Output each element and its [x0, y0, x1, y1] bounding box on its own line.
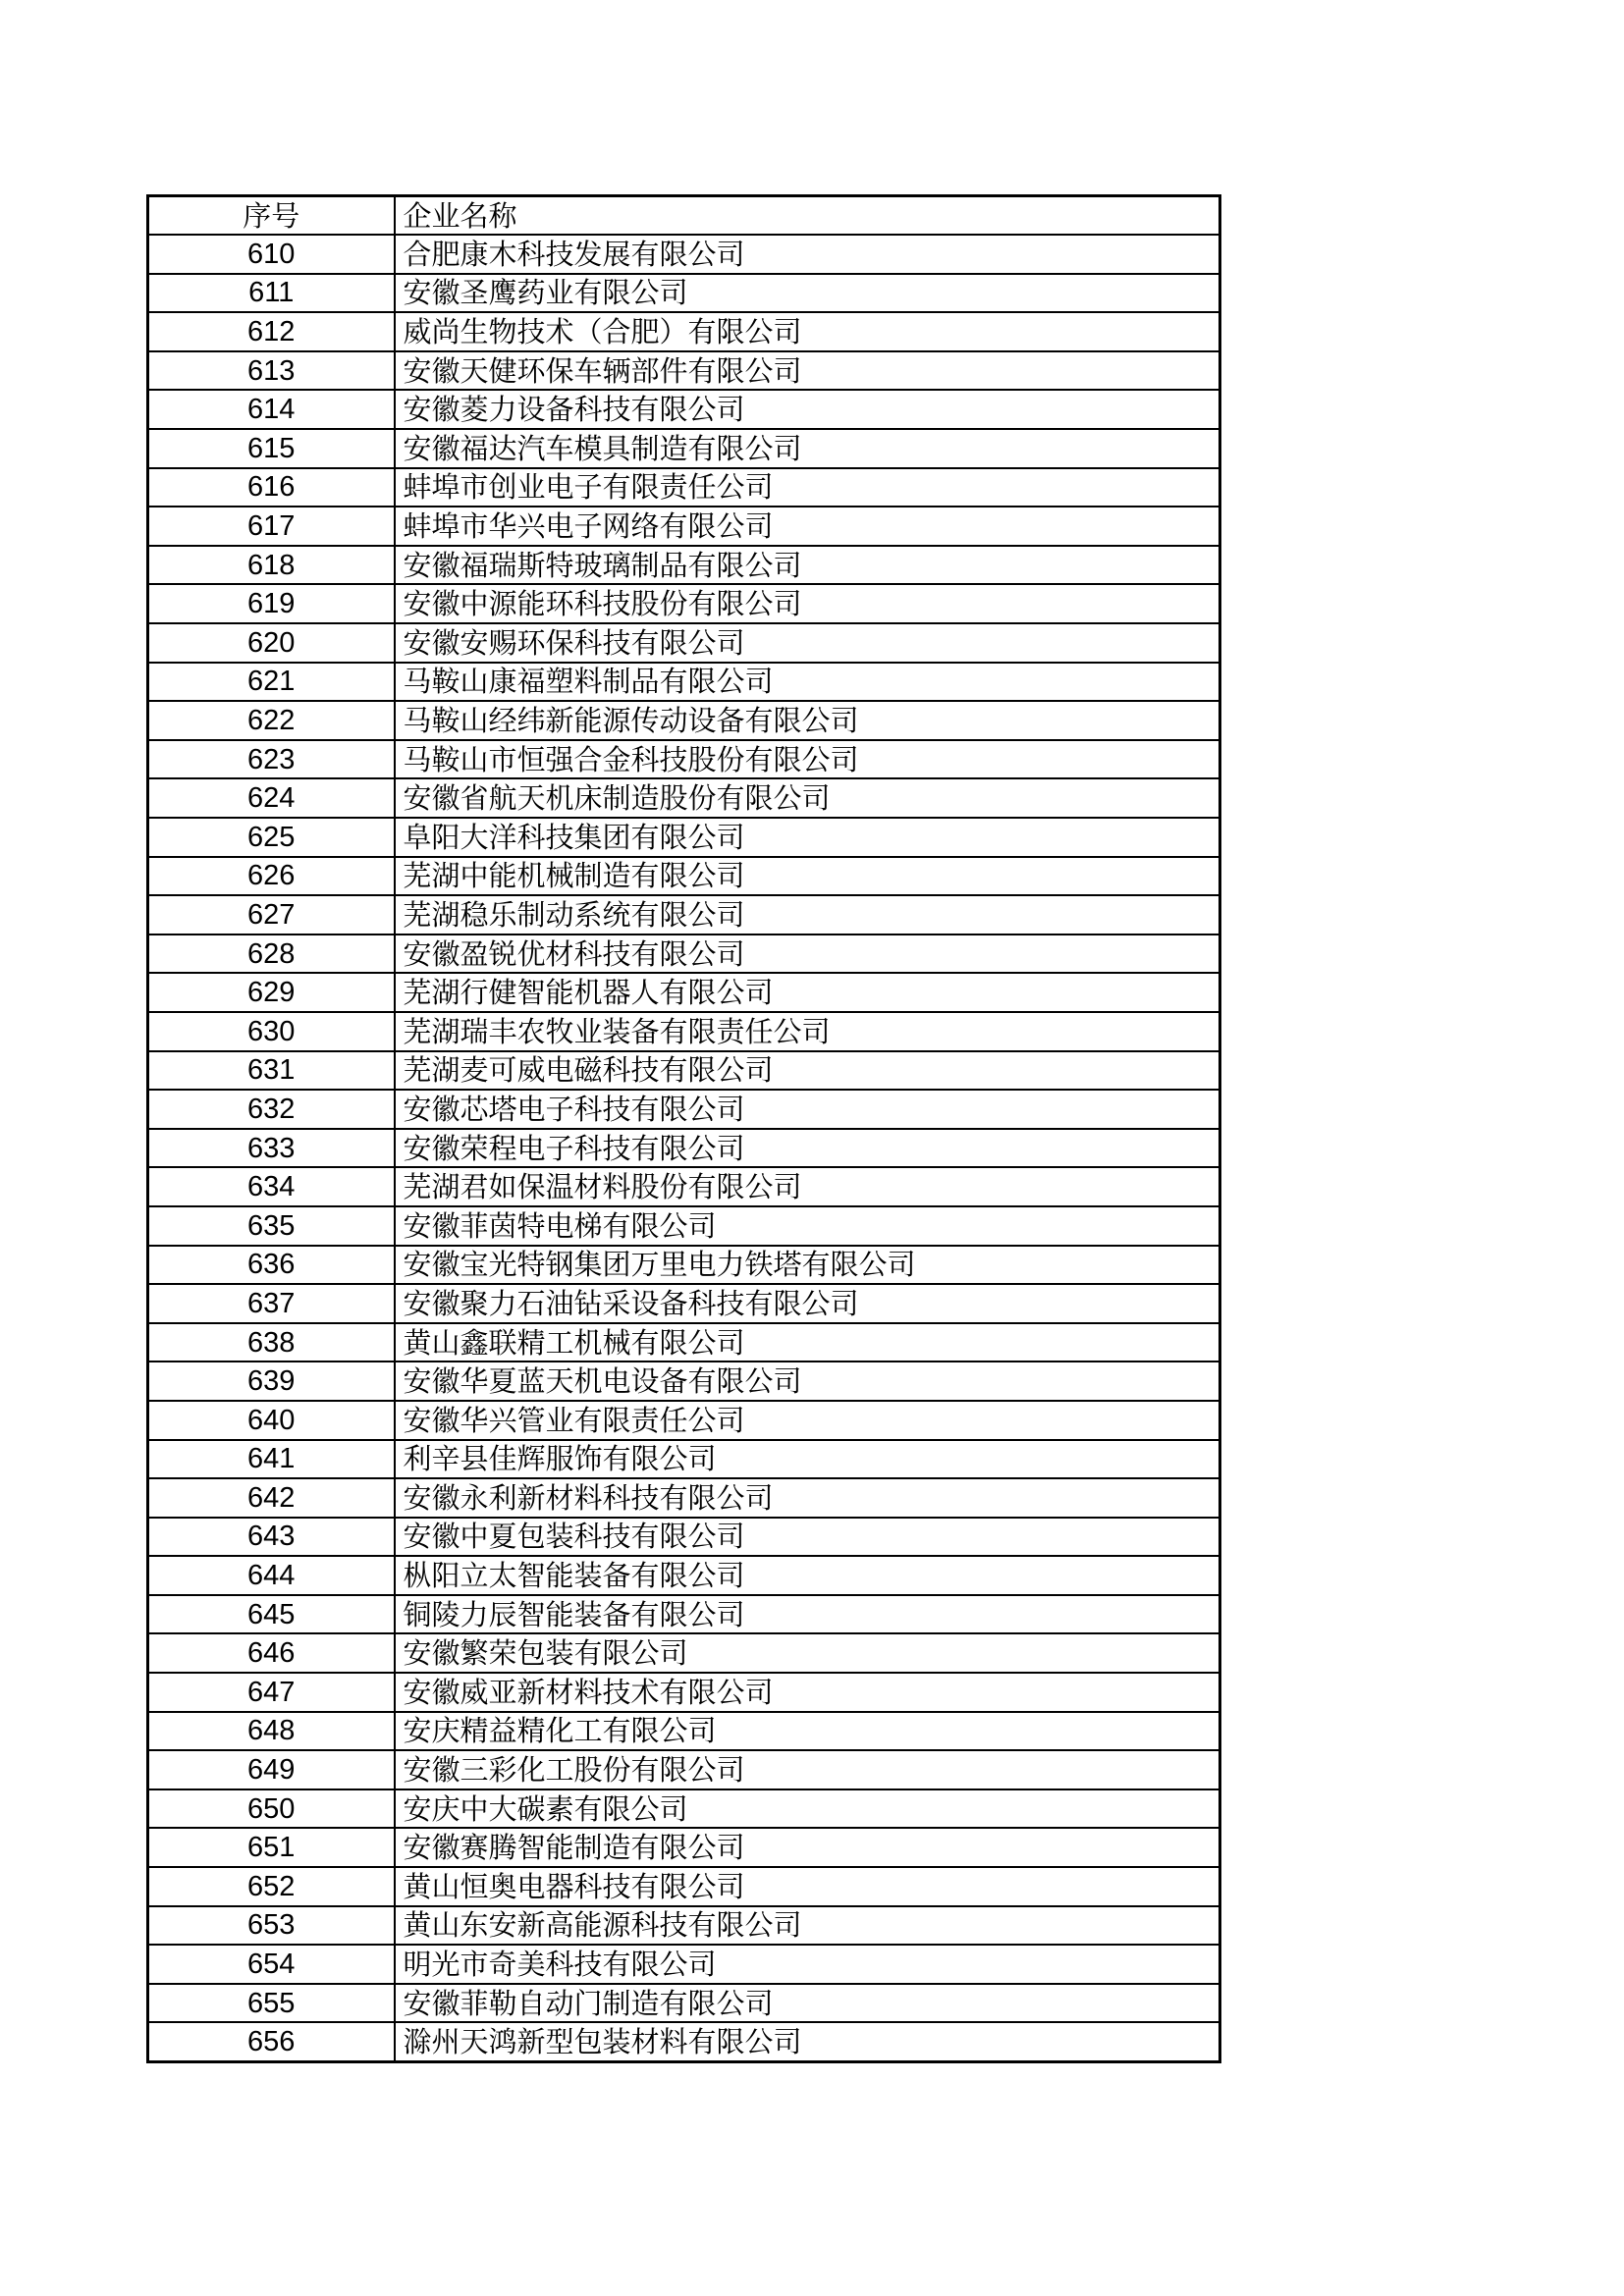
serial-number-cell: 619	[148, 584, 395, 623]
table-row	[148, 818, 1220, 857]
company-name-cell: 马鞍山康福塑料制品有限公司	[395, 663, 1220, 702]
company-name-cell: 枞阳立太智能装备有限公司	[395, 1556, 1220, 1595]
company-name-cell: 安徽省航天机床制造股份有限公司	[395, 778, 1220, 818]
company-name-cell: 安徽芯塔电子科技有限公司	[395, 1090, 1220, 1129]
serial-number-cell: 641	[148, 1440, 395, 1479]
serial-number-cell: 610	[148, 235, 395, 274]
serial-number-cell: 655	[148, 1984, 395, 2023]
company-name-cell: 安徽华兴管业有限责任公司	[395, 1401, 1220, 1440]
serial-number-cell: 623	[148, 740, 395, 779]
company-name-cell: 蚌埠市创业电子有限责任公司	[395, 468, 1220, 507]
company-name-cell: 安徽菲茵特电梯有限公司	[395, 1206, 1220, 1246]
table-row	[148, 1323, 1220, 1362]
company-name-cell: 安徽菲勒自动门制造有限公司	[395, 1984, 1220, 2023]
company-name-cell: 安徽聚力石油钻采设备科技有限公司	[395, 1284, 1220, 1323]
table-row	[148, 1246, 1220, 1285]
table-row	[148, 1673, 1220, 1712]
serial-number-cell: 629	[148, 973, 395, 1012]
serial-number-cell: 652	[148, 1867, 395, 1906]
company-name-cell: 安徽赛腾智能制造有限公司	[395, 1828, 1220, 1867]
table-row	[148, 778, 1220, 818]
table-row	[148, 1401, 1220, 1440]
company-name-cell: 黄山东安新高能源科技有限公司	[395, 1906, 1220, 1946]
company-name-cell: 蚌埠市华兴电子网络有限公司	[395, 507, 1220, 546]
table-row	[148, 1167, 1220, 1206]
serial-number-cell: 648	[148, 1712, 395, 1751]
table-row	[148, 1362, 1220, 1401]
table-row	[148, 1867, 1220, 1906]
serial-number-cell: 656	[148, 2022, 395, 2061]
serial-number-cell: 620	[148, 623, 395, 663]
company-name-cell: 合肥康木科技发展有限公司	[395, 235, 1220, 274]
serial-number-cell: 628	[148, 934, 395, 974]
table-row	[148, 663, 1220, 702]
table-row	[148, 1945, 1220, 1984]
serial-number-cell: 615	[148, 429, 395, 468]
table-row	[148, 507, 1220, 546]
serial-number-cell: 647	[148, 1673, 395, 1712]
table-body	[148, 235, 1220, 2061]
company-name-cell: 安庆精益精化工有限公司	[395, 1712, 1220, 1751]
serial-number-cell: 631	[148, 1051, 395, 1091]
table-row	[148, 584, 1220, 623]
serial-number-cell: 613	[148, 351, 395, 391]
company-name-cell: 利辛县佳辉服饰有限公司	[395, 1440, 1220, 1479]
company-name-cell: 安庆中大碳素有限公司	[395, 1789, 1220, 1829]
table-row	[148, 623, 1220, 663]
table-row	[148, 1906, 1220, 1946]
table-row	[148, 1051, 1220, 1091]
header-serial-number: 序号	[148, 196, 395, 236]
table-row	[148, 429, 1220, 468]
serial-number-cell: 651	[148, 1828, 395, 1867]
company-name-cell: 安徽盈锐优材科技有限公司	[395, 934, 1220, 974]
serial-number-cell: 634	[148, 1167, 395, 1206]
table-row	[148, 1595, 1220, 1634]
company-name-cell: 阜阳大洋科技集团有限公司	[395, 818, 1220, 857]
company-name-cell: 安徽永利新材料科技有限公司	[395, 1478, 1220, 1518]
company-name-cell: 安徽中源能环科技股份有限公司	[395, 584, 1220, 623]
table-row	[148, 468, 1220, 507]
table-row	[148, 1206, 1220, 1246]
table-row	[148, 1090, 1220, 1129]
serial-number-cell: 626	[148, 857, 395, 896]
company-name-cell: 安徽中夏包装科技有限公司	[395, 1518, 1220, 1557]
company-name-cell: 明光市奇美科技有限公司	[395, 1945, 1220, 1984]
company-name-cell: 安徽福达汽车模具制造有限公司	[395, 429, 1220, 468]
company-name-cell: 安徽威亚新材料技术有限公司	[395, 1673, 1220, 1712]
company-name-cell: 安徽圣鹰药业有限公司	[395, 274, 1220, 313]
company-name-cell: 黄山恒奥电器科技有限公司	[395, 1867, 1220, 1906]
header-company-name: 企业名称	[395, 196, 1220, 236]
enterprise-table	[146, 194, 1221, 2063]
company-name-cell: 威尚生物技术（合肥）有限公司	[395, 312, 1220, 351]
serial-number-cell: 644	[148, 1556, 395, 1595]
company-name-cell: 安徽安赐环保科技有限公司	[395, 623, 1220, 663]
serial-number-cell: 614	[148, 390, 395, 429]
table-row	[148, 1478, 1220, 1518]
company-name-cell: 安徽菱力设备科技有限公司	[395, 390, 1220, 429]
serial-number-cell: 636	[148, 1246, 395, 1285]
serial-number-cell: 638	[148, 1323, 395, 1362]
table-row	[148, 934, 1220, 974]
table-row	[148, 351, 1220, 391]
table-row	[148, 1828, 1220, 1867]
company-name-cell: 马鞍山经纬新能源传动设备有限公司	[395, 701, 1220, 740]
serial-number-cell: 639	[148, 1362, 395, 1401]
company-name-cell: 安徽荣程电子科技有限公司	[395, 1129, 1220, 1168]
company-name-cell: 安徽三彩化工股份有限公司	[395, 1750, 1220, 1789]
serial-number-cell: 645	[148, 1595, 395, 1634]
serial-number-cell: 633	[148, 1129, 395, 1168]
table-row	[148, 1440, 1220, 1479]
serial-number-cell: 616	[148, 468, 395, 507]
company-name-cell: 芜湖行健智能机器人有限公司	[395, 973, 1220, 1012]
table-row	[148, 1633, 1220, 1673]
table-row	[148, 895, 1220, 934]
serial-number-cell: 618	[148, 546, 395, 585]
serial-number-cell: 637	[148, 1284, 395, 1323]
table-row	[148, 1129, 1220, 1168]
serial-number-cell: 642	[148, 1478, 395, 1518]
table-row	[148, 857, 1220, 896]
serial-number-cell: 617	[148, 507, 395, 546]
company-name-cell: 安徽宝光特钢集团万里电力铁塔有限公司	[395, 1246, 1220, 1285]
serial-number-cell: 654	[148, 1945, 395, 1984]
serial-number-cell: 646	[148, 1633, 395, 1673]
table-row	[148, 1789, 1220, 1829]
company-name-cell: 铜陵力辰智能装备有限公司	[395, 1595, 1220, 1634]
serial-number-cell: 612	[148, 312, 395, 351]
serial-number-cell: 630	[148, 1012, 395, 1051]
serial-number-cell: 625	[148, 818, 395, 857]
table-row	[148, 1284, 1220, 1323]
serial-number-cell: 621	[148, 663, 395, 702]
serial-number-cell: 653	[148, 1906, 395, 1946]
table-row	[148, 1984, 1220, 2023]
company-name-cell: 黄山鑫联精工机械有限公司	[395, 1323, 1220, 1362]
company-name-cell: 芜湖稳乐制动系统有限公司	[395, 895, 1220, 934]
table-row	[148, 1012, 1220, 1051]
company-name-cell: 芜湖瑞丰农牧业装备有限责任公司	[395, 1012, 1220, 1051]
company-name-cell: 芜湖中能机械制造有限公司	[395, 857, 1220, 896]
company-name-cell: 安徽华夏蓝天机电设备有限公司	[395, 1362, 1220, 1401]
table-row	[148, 1518, 1220, 1557]
company-name-cell: 安徽天健环保车辆部件有限公司	[395, 351, 1220, 391]
serial-number-cell: 650	[148, 1789, 395, 1829]
table-row	[148, 701, 1220, 740]
serial-number-cell: 640	[148, 1401, 395, 1440]
table-row	[148, 274, 1220, 313]
table-row	[148, 390, 1220, 429]
serial-number-cell: 627	[148, 895, 395, 934]
company-name-cell: 安徽繁荣包装有限公司	[395, 1633, 1220, 1673]
serial-number-cell: 649	[148, 1750, 395, 1789]
table-row	[148, 1712, 1220, 1751]
serial-number-cell: 643	[148, 1518, 395, 1557]
company-name-cell: 滁州天鸿新型包装材料有限公司	[395, 2022, 1220, 2061]
serial-number-cell: 624	[148, 778, 395, 818]
table-row	[148, 2022, 1220, 2061]
company-name-cell: 马鞍山市恒强合金科技股份有限公司	[395, 740, 1220, 779]
table-row	[148, 1750, 1220, 1789]
serial-number-cell: 622	[148, 701, 395, 740]
table-row	[148, 740, 1220, 779]
table-header	[148, 196, 1220, 236]
header-row	[148, 196, 1220, 236]
table-row	[148, 546, 1220, 585]
table-row	[148, 1556, 1220, 1595]
serial-number-cell: 632	[148, 1090, 395, 1129]
company-name-cell: 芜湖君如保温材料股份有限公司	[395, 1167, 1220, 1206]
table-row	[148, 235, 1220, 274]
table-row	[148, 312, 1220, 351]
serial-number-cell: 611	[148, 274, 395, 313]
table-row	[148, 973, 1220, 1012]
serial-number-cell: 635	[148, 1206, 395, 1246]
company-name-cell: 芜湖麦可威电磁科技有限公司	[395, 1051, 1220, 1091]
company-name-cell: 安徽福瑞斯特玻璃制品有限公司	[395, 546, 1220, 585]
